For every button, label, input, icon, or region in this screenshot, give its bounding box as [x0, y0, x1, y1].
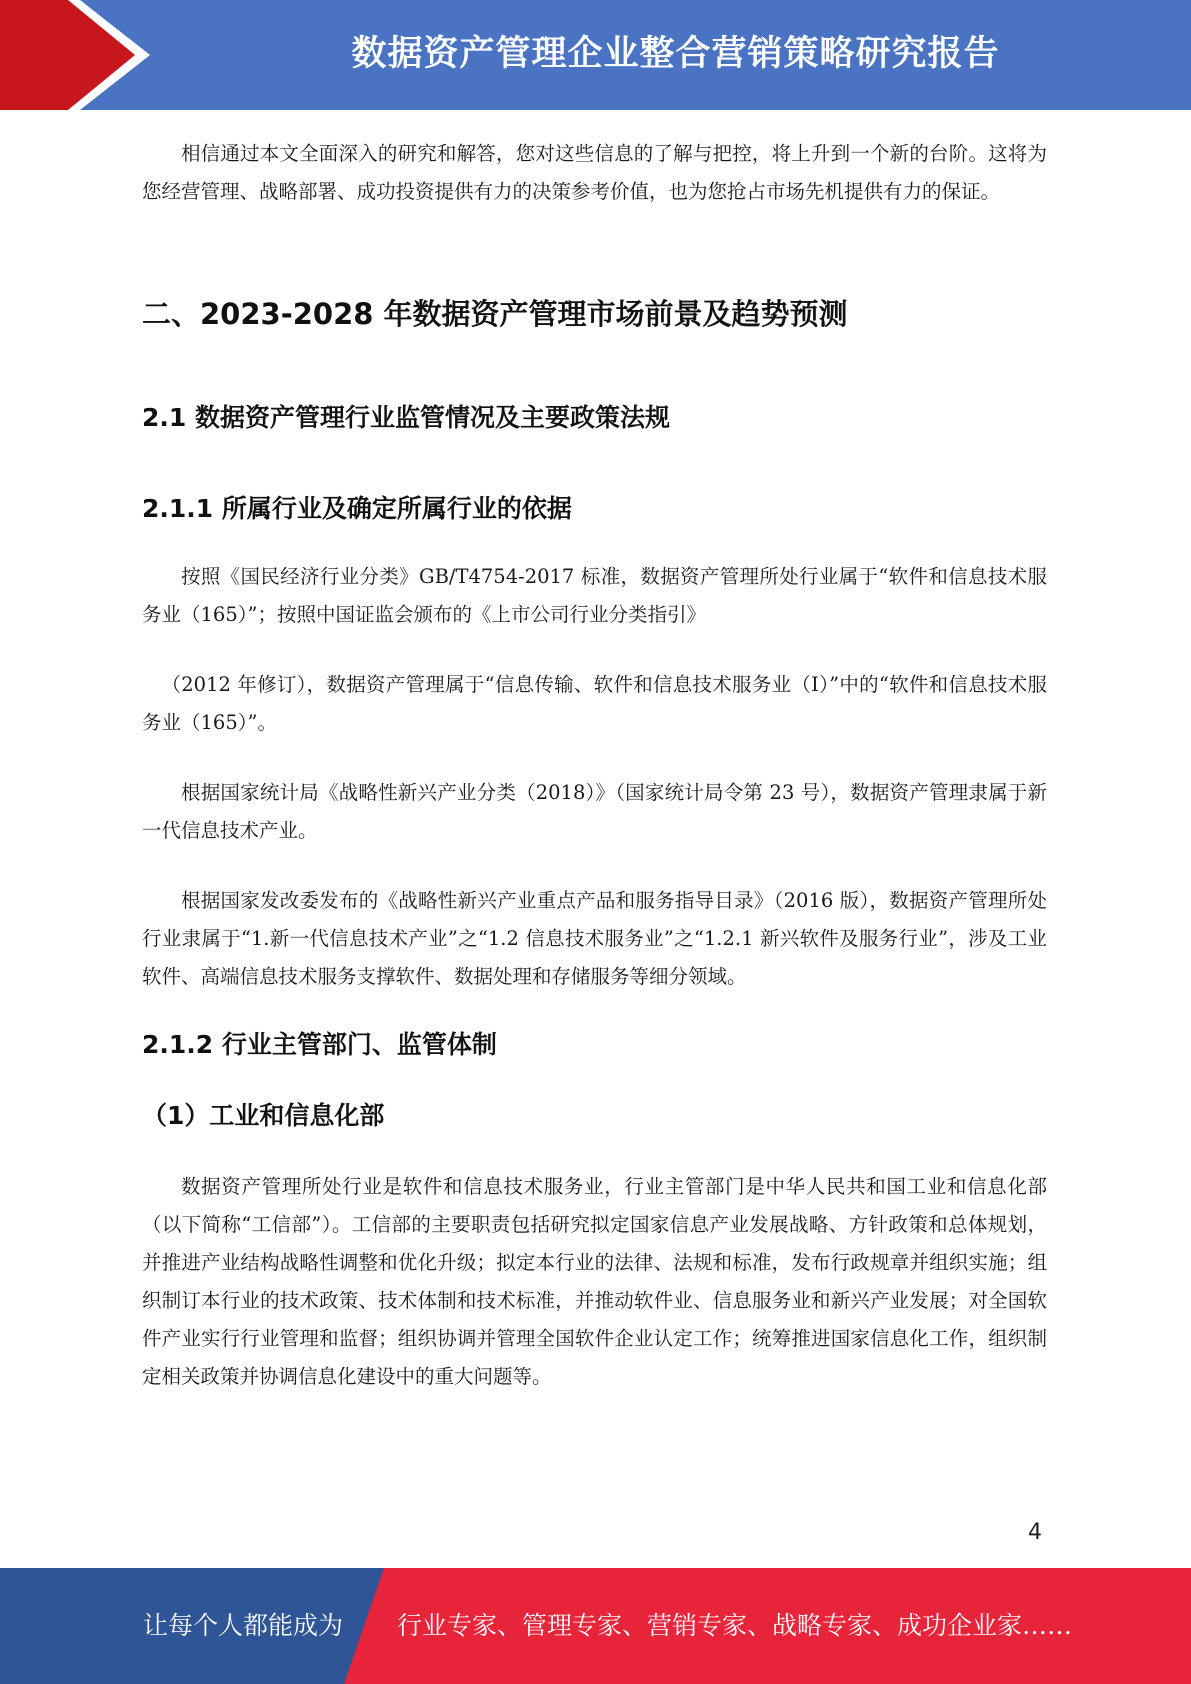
header-chevron-icon: [0, 0, 150, 110]
paragraph-miit: 数据资产管理所处行业是软件和信息技术服务业，行业主管部门是中华人民共和国工业和信息化部（以下简称“工信部”）。工信部的主要职责包括研究拟定国家信息产业发展战略、方针政策和总体规划，并推进产业结构战略性调整和优化升级；拟定本行业的法律、法规和标准，发布行政规章并组织实施；组织制订本行业的技术政策、技术体制和技术标准，并推动软件业、信息服务业和新兴产业发展；对全国软件产业实行行业管理和监督；组织协调并管理全国软件企业认定工作；统筹推进国家信息化工作，组织制定相关政策并协调信息化建设中的重大问题等。: [142, 1175, 1047, 1388]
subsubsection-heading-1: 2.1.1 所属行业及确定所属行业的依据: [142, 494, 572, 523]
footer-banner: [0, 1568, 1191, 1684]
subsection-heading: 2.1 数据资产管理行业监管情况及主要政策法规: [142, 403, 670, 432]
paragraph-strategic-industry: 根据国家统计局《战略性新兴产业分类（2018）》（国家统计局令第 23 号），数据资产管理隶属于新一代信息技术产业。: [142, 781, 1047, 842]
subsubsection-heading-2: 2.1.2 行业主管部门、监管体制: [142, 1030, 497, 1059]
intro-paragraph: 相信通过本文全面深入的研究和解答，您对这些信息的了解与把控，将上升到一个新的台阶。这将为您经营管理、战略部署、成功投资提供有力的决策参考价值，也为您抢占市场先机提供有力的保证。: [142, 142, 1047, 203]
footer-slogan-left: 让每个人都能成为: [143, 1611, 344, 1640]
section-heading: 二、2023-2028 年数据资产管理市场前景及趋势预测: [142, 297, 848, 331]
item-heading: （1）工业和信息化部: [142, 1101, 385, 1130]
page-number: 4: [1028, 1520, 1042, 1545]
header-banner: [0, 0, 1191, 110]
paragraph-ndrc-catalog: 根据国家发改委发布的《战略性新兴产业重点产品和服务指导目录》（2016 版），数据资产管理所处行业隶属于“1.新一代信息技术产业”之“1.2 信息技术服务业”之“1.2.1 新兴软件及服务行业”，涉及工业软件、高端信息技术服务支撑软件、数据处理和存储服务等细分领域。: [142, 889, 1047, 988]
paragraph-industry-classification: 按照《国民经济行业分类》GB/T4754-2017 标准，数据资产管理所处行业属于“软件和信息技术服务业（165）”；按照中国证监会颁布的《上市公司行业分类指引》: [142, 565, 1047, 626]
paragraph-csrc-classification: （2012 年修订），数据资产管理属于“信息传输、软件和信息技术服务业（I）”中的“软件和信息技术服务业（165）”。: [142, 673, 1047, 734]
footer-slogan-right: 行业专家、管理专家、营销专家、战略专家、成功企业家……: [397, 1611, 1073, 1640]
report-title: 数据资产管理企业整合营销策略研究报告: [351, 34, 1000, 74]
